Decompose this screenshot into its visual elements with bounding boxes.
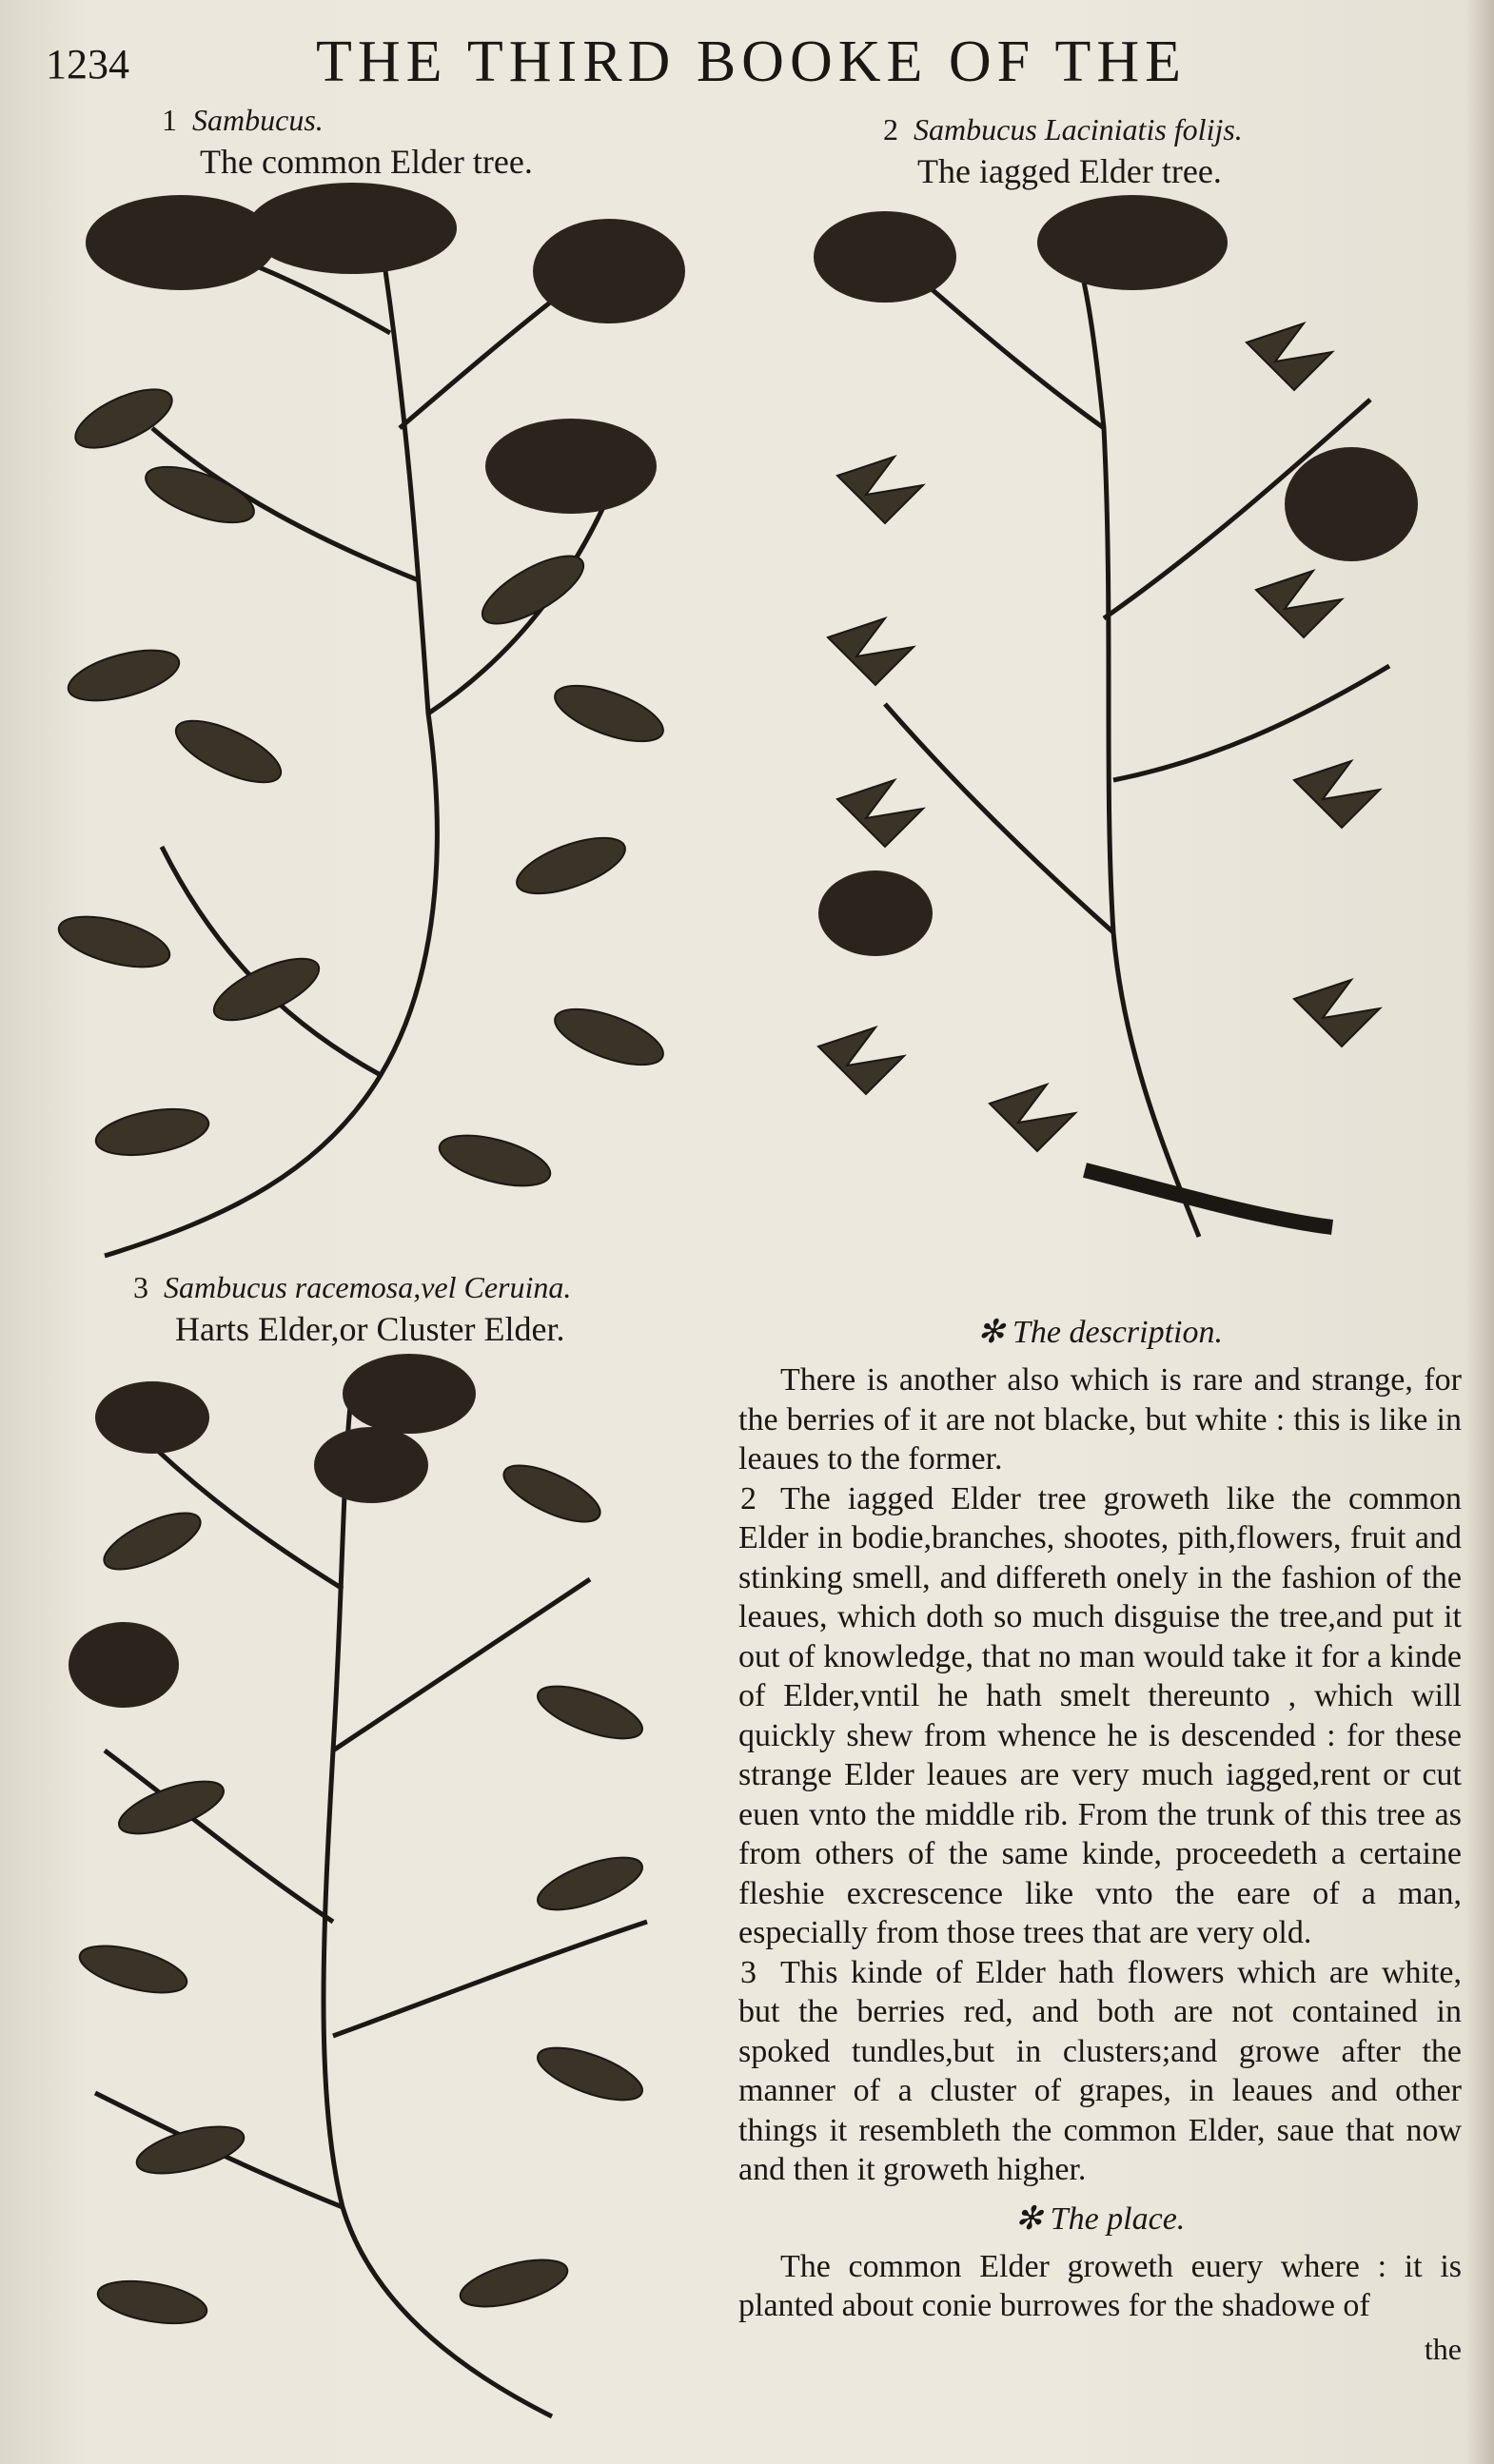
plate-2-english-name: The iagged Elder tree. bbox=[917, 152, 1222, 190]
jagged-elder-woodcut bbox=[799, 190, 1456, 1265]
paragraph-2-text: The iagged Elder tree groweth like the common Elder in bodie,branches, shootes, pith,flowers, fruit and stinking smell, and differeth onely in the fashion of the leaues, which doth so much disguise the tree,and put it out of knowledge, that no man would take it for a kinde of Elder,vntil he hath smelt thereunto , which will quickly shew from whence he is descended : for these strange Elder leaues are very much iagged,rent or cut euen vnto the middle rib. From the trunk of this tree as from others of the same kinde, proceedeth a certaine fleshie excrescence like vnto the eare of a man, especially from those trees that are very old. bbox=[738, 1480, 1462, 1950]
cluster-elder-woodcut bbox=[57, 1351, 714, 2435]
page-edge-shadow bbox=[1465, 0, 1494, 2464]
plate-3-latin-name: Sambucus racemosa,vel Ceruina. bbox=[164, 1270, 572, 1304]
paragraph-3-number: 3 bbox=[740, 1954, 757, 1990]
description-heading: ✻ The description. bbox=[977, 1315, 1223, 1350]
plate-1-woodcut-illustration bbox=[38, 181, 704, 1265]
plate-3-caption bbox=[133, 1270, 571, 1349]
plate-2-number: 2 bbox=[883, 112, 898, 147]
plate-1-latin-name: Sambucus. bbox=[192, 103, 324, 137]
page-number: 1234 bbox=[46, 41, 129, 88]
paragraph-2-number: 2 bbox=[740, 1480, 757, 1516]
page-header bbox=[46, 29, 1188, 105]
paragraph-intro: There is another also which is rare and strange, for the berries of it are not blacke, but white : this is like in leaues to the former. bbox=[738, 1362, 1462, 1476]
elder-tree-woodcut bbox=[38, 181, 704, 1265]
plate-2-woodcut-illustration bbox=[799, 190, 1456, 1265]
place-heading: ✻ The place. bbox=[1014, 2200, 1186, 2237]
plate-1-english-name: The common Elder tree. bbox=[200, 143, 533, 181]
plate-2-caption bbox=[883, 112, 1243, 191]
paragraph-3-text: This kinde of Elder hath flowers which are white, but the berries red, and both are not contained in spoked tundles,but in clusters;and growe after the manner of a cluster of grapes, in leaues and other things it resembleth the common Elder, saue that now and then it groweth higher. bbox=[738, 1954, 1462, 2187]
paragraph-place: The common Elder groweth euery where : it is planted about conie burrowes for the shadowe of bbox=[738, 2248, 1462, 2323]
description-text-column bbox=[738, 1313, 1462, 2397]
paragraph-3 bbox=[738, 1953, 1462, 2190]
catchword: the bbox=[1424, 2331, 1462, 2366]
plate-1-number: 1 bbox=[162, 103, 177, 137]
plate-3-woodcut-illustration bbox=[57, 1351, 714, 2435]
plate-1-caption bbox=[162, 103, 533, 182]
running-title: THE THIRD BOOKE OF THE bbox=[316, 29, 1188, 94]
plate-3-number: 3 bbox=[133, 1270, 148, 1304]
plate-3-english-name: Harts Elder,or Cluster Elder. bbox=[175, 1310, 565, 1348]
paragraph-2 bbox=[738, 1479, 1462, 1953]
plate-2-latin-name: Sambucus Laciniatis folijs. bbox=[914, 112, 1243, 147]
